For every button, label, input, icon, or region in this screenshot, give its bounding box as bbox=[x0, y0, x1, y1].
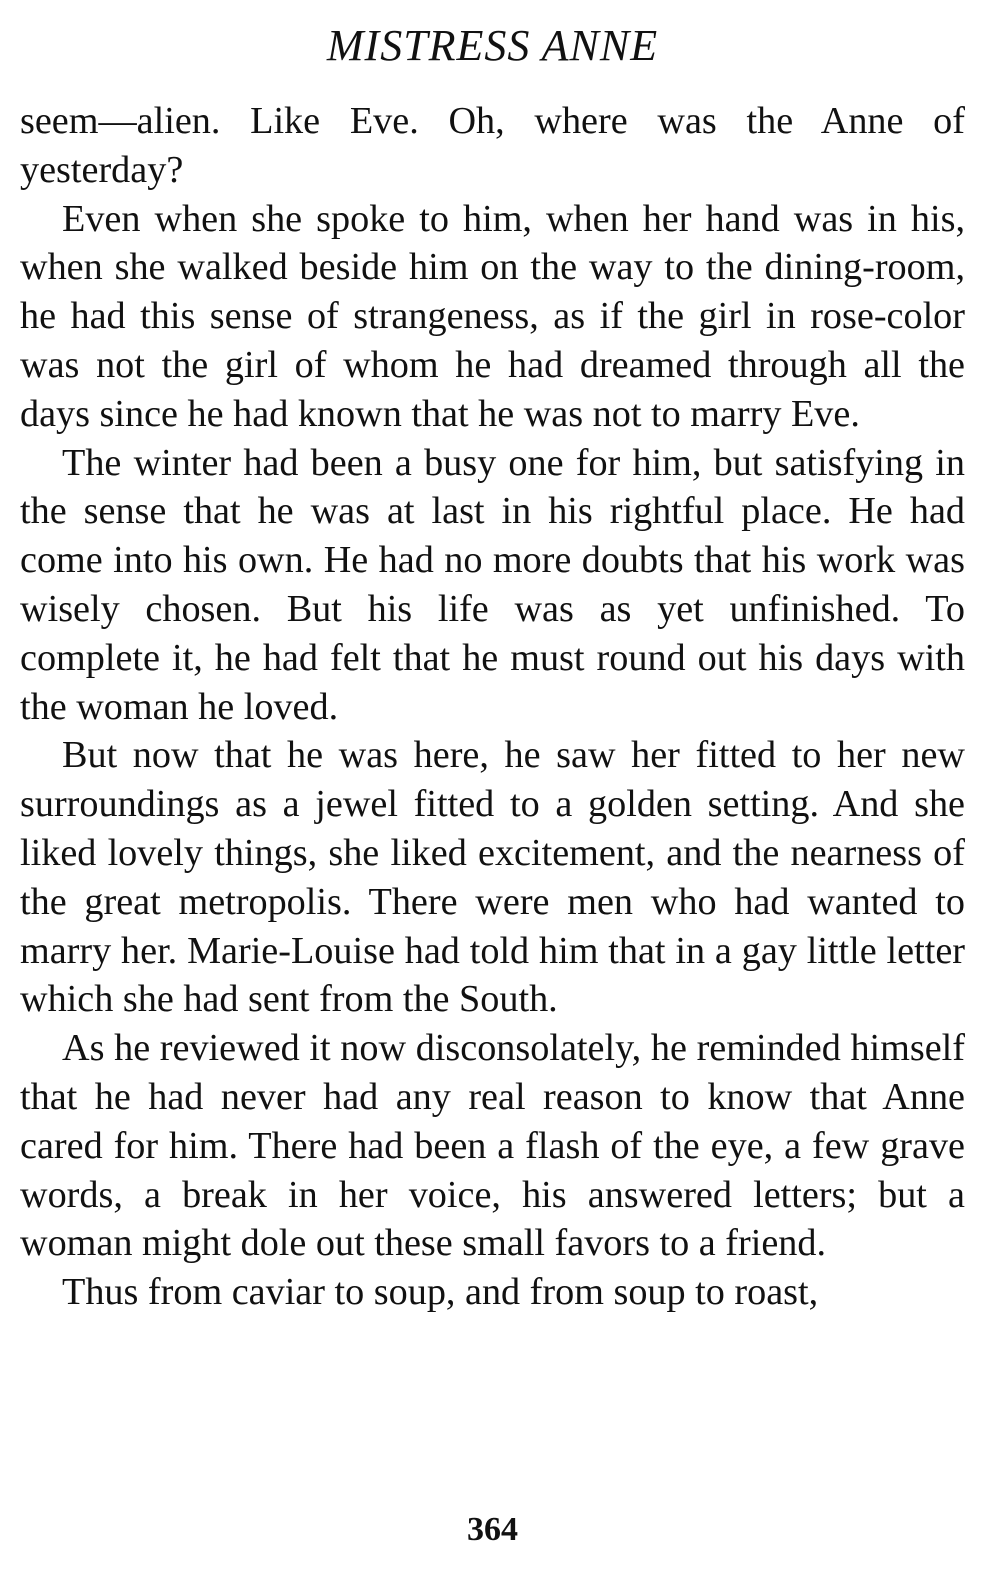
paragraph: The winter had been a busy one for him, but satisfying in the sense that he was at last in his rightful place. He had come into his own. He had no more doubts that his work was wisely chosen. But his life was as yet unfinished. To complete it, he had felt that he must round out his days with the woman he loved. bbox=[20, 441, 965, 728]
paragraph: Even when she spoke to him, when her hand was in his, when she walked beside him on the way to the dining-room, he had this sense of strangeness, as if the girl in rose-color was not the girl of whom he had dreamed through all the days since he had known that he was not to marry Eve. bbox=[20, 197, 965, 435]
paragraph-continued: seem—alien. Like Eve. Oh, where was the Anne of yesterday? bbox=[20, 100, 965, 191]
running-head: MISTRESS ANNE bbox=[326, 21, 659, 70]
paragraph: Thus from caviar to soup, and from soup to roast, bbox=[62, 1271, 819, 1314]
paragraph: But now that he was here, he saw her fitted to her new surroundings as a jewel fitted to a golden setting. And she liked lovely things, she liked excitement, and the nearness of the great metropolis. There were men who had wanted to marry her. Marie-Louise had told him that in a gay little letter which she had sent from the South. bbox=[20, 734, 965, 1021]
body-text bbox=[20, 97, 965, 1317]
paragraph: As he reviewed it now disconsolately, he reminded himself that he had never had any real reason to know that Anne cared for him. There had been a flash of the eye, a few grave words, a break in her voice, his answered letters; but a woman might dole out these small favors to a friend. bbox=[20, 1027, 965, 1265]
page-number: 364 bbox=[467, 1511, 518, 1548]
book-page bbox=[20, 0, 965, 1579]
